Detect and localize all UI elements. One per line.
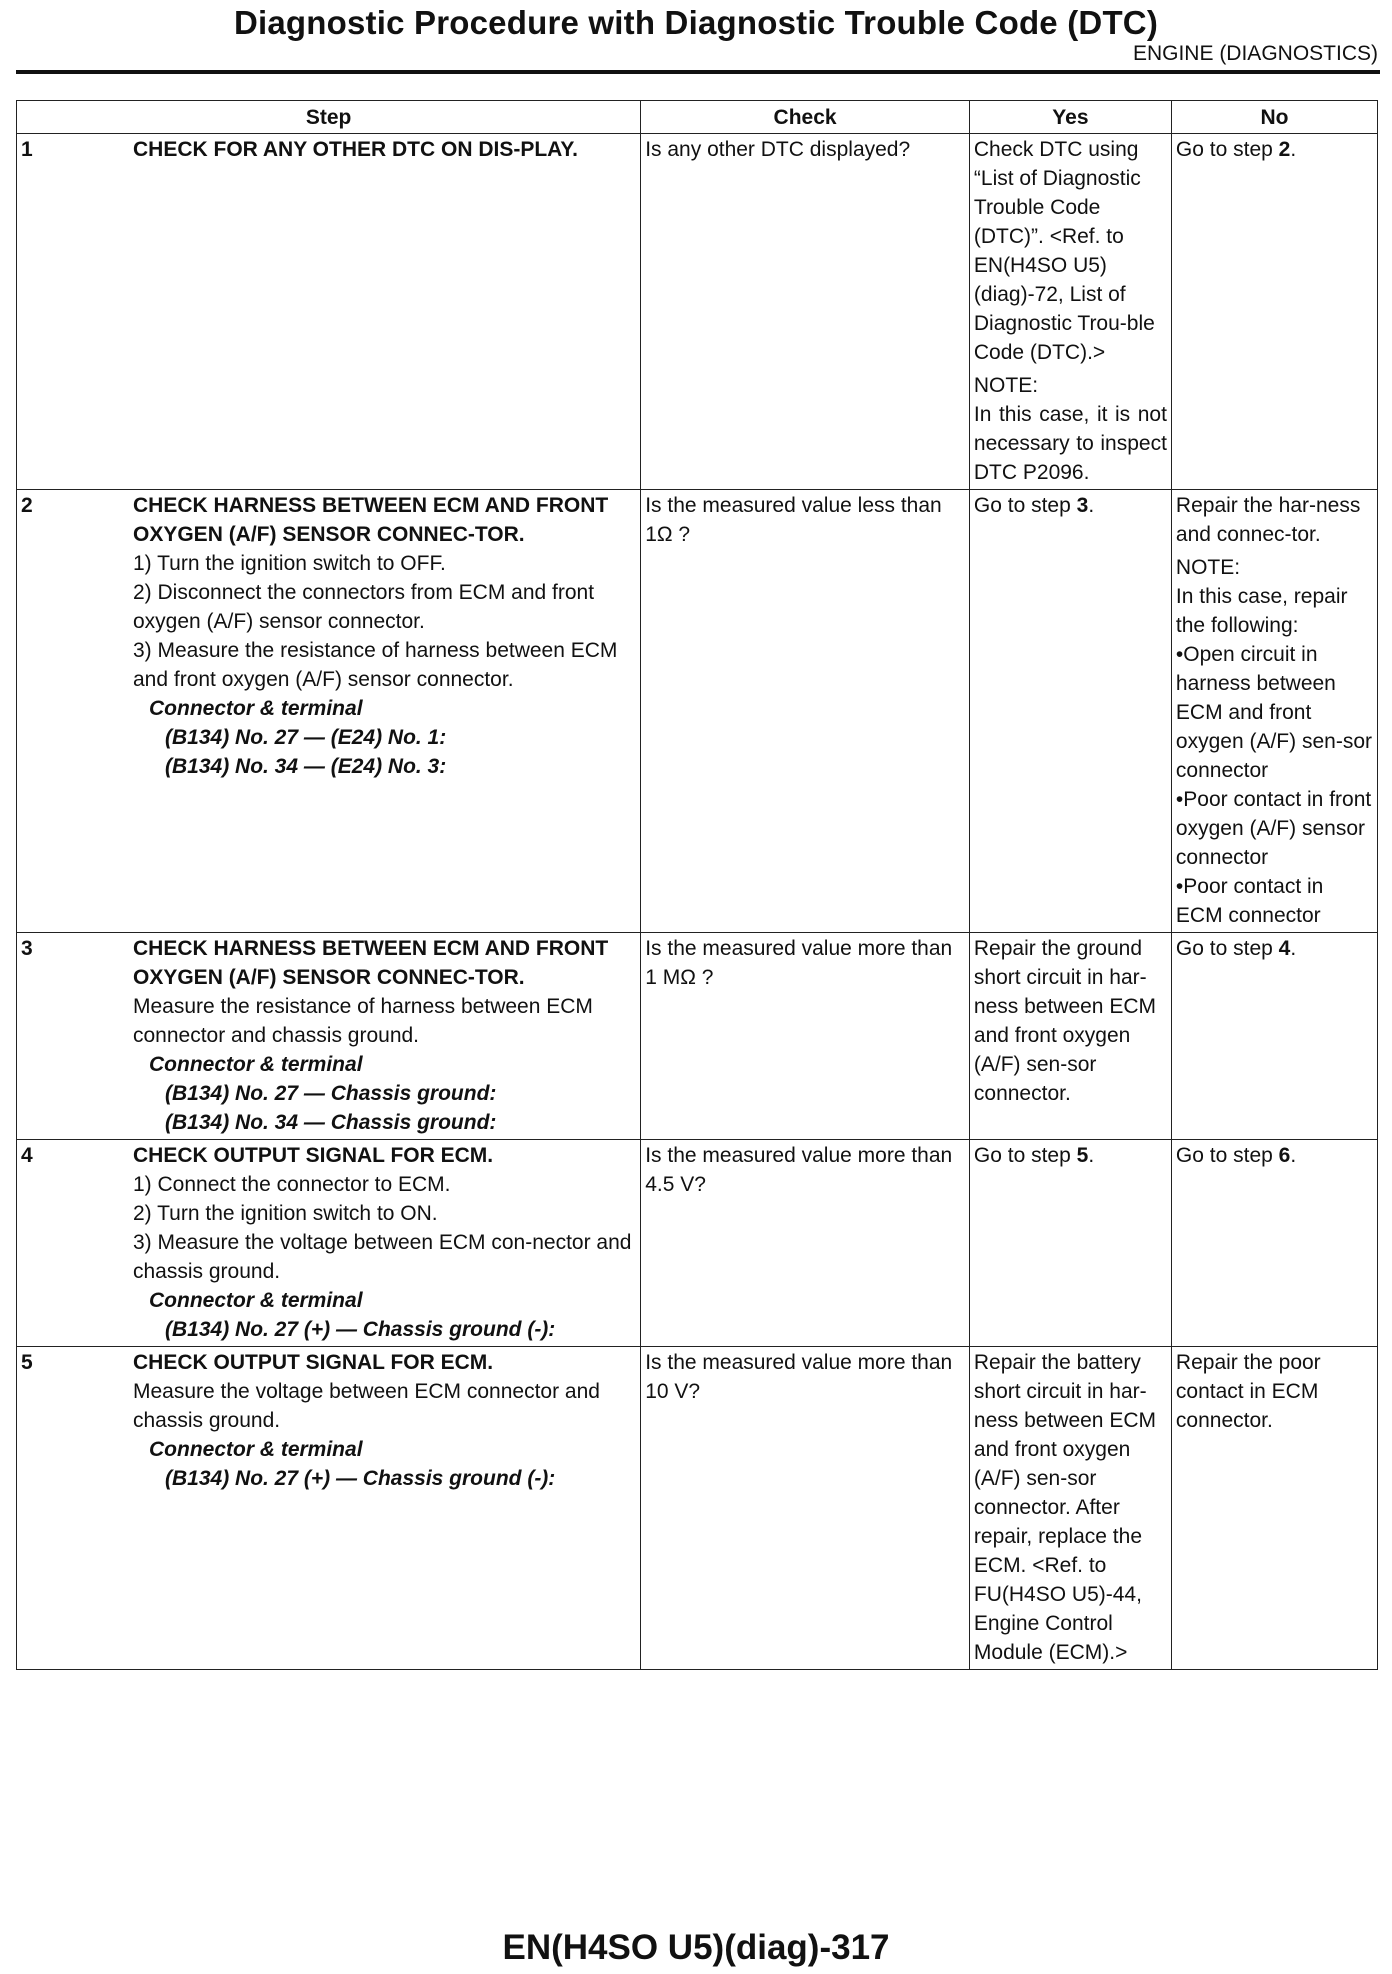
step-heading: CHECK OUTPUT SIGNAL FOR ECM.: [133, 1351, 494, 1374]
instruction-line: 3) Measure the resistance of harness between ECM and front oxygen (A/F) sensor connector.: [133, 639, 618, 691]
instruction-line: 2) Turn the ignition switch to ON.: [133, 1202, 438, 1225]
check-cell: Is the measured value more than 10 V?: [641, 1347, 970, 1670]
no-text-suffix: .: [1290, 1144, 1297, 1167]
section-label: ENGINE (DIAGNOSTICS): [1132, 42, 1378, 65]
step-heading: CHECK HARNESS BETWEEN ECM AND FRONT OXYGEN (A/F) SENSOR CONNEC-TOR.: [133, 494, 609, 546]
check-cell: Is the measured value more than 1 MΩ ?: [641, 933, 970, 1140]
note-text: In this case, it is not necessary to inspect DTC P2096.: [973, 403, 1167, 484]
header-rule: [16, 70, 1380, 74]
column-header-no: No: [1171, 101, 1377, 134]
no-text-prefix: Go to step: [1175, 1144, 1279, 1167]
step-number: 3: [21, 937, 33, 960]
yes-cell: [969, 490, 1171, 933]
connector-title: Connector & terminal: [149, 697, 363, 720]
check-cell: Is the measured value less than 1Ω ?: [641, 490, 970, 933]
step-reference: 2: [1278, 138, 1291, 161]
yes-cell: Repair the battery short circuit in har-ness between ECM and front oxygen (A/F) sen-sor connector. After repair, replace the ECM. <Ref. to FU(H4SO U5)-44, Engine Control Module (ECM).>: [969, 1347, 1171, 1670]
bullet-item: • Open circuit in harness between ECM and front oxygen (A/F) sen-sor connector: [1176, 640, 1373, 785]
step-cell: [17, 490, 641, 933]
instruction-line: 1) Turn the ignition switch to OFF.: [133, 552, 446, 575]
diagnostic-table: [16, 100, 1378, 1670]
connector-title: Connector & terminal: [149, 1438, 363, 1461]
step-number: 5: [21, 1351, 33, 1374]
step-cell: [17, 933, 641, 1140]
step-cell: [17, 134, 641, 490]
no-cell: Repair the poor contact in ECM connector.: [1171, 1347, 1377, 1670]
connector-item: (B134) No. 27 — (E24) No. 1:: [165, 726, 447, 749]
note-label: NOTE:: [1175, 556, 1241, 579]
no-cell: [1171, 134, 1377, 490]
step-heading: CHECK FOR ANY OTHER DTC ON DIS-PLAY.: [133, 138, 578, 161]
table-row: [17, 1140, 1378, 1347]
check-cell: Is any other DTC displayed?: [641, 134, 970, 490]
no-cell: [1171, 490, 1377, 933]
note-label: NOTE:: [973, 374, 1039, 397]
connector-item: (B134) No. 34 — (E24) No. 3:: [165, 755, 447, 778]
page-title: Diagnostic Procedure with Diagnostic Trouble Code (DTC): [233, 4, 1159, 41]
check-cell: Is the measured value more than 4.5 V?: [641, 1140, 970, 1347]
step-reference: 5: [1076, 1144, 1089, 1167]
instruction-line: 1) Connect the connector to ECM.: [133, 1173, 451, 1196]
no-text-suffix: .: [1290, 138, 1297, 161]
yes-cell: [969, 1140, 1171, 1347]
table-row: [17, 490, 1378, 933]
bullet-item: • Poor contact in ECM connector: [1176, 872, 1373, 930]
table-header-row: [17, 101, 1378, 134]
note-text: In this case, repair the following:: [1175, 585, 1348, 637]
connector-item: (B134) No. 34 — Chassis ground:: [165, 1111, 497, 1134]
column-header-step: Step: [17, 101, 641, 134]
step-reference: 4: [1278, 937, 1291, 960]
connector-item: (B134) No. 27 (+) — Chassis ground (-):: [165, 1467, 556, 1490]
table-row: [17, 1347, 1378, 1670]
yes-text-suffix: .: [1088, 1144, 1095, 1167]
page-number: EN(H4SO U5)(diag)-317: [502, 1928, 890, 1967]
no-text: Repair the har-ness and connec-tor.: [1175, 494, 1361, 546]
no-text-suffix: .: [1290, 937, 1297, 960]
yes-text: Check DTC using “List of Diagnostic Trouble Code (DTC)”. <Ref. to EN(H4SO U5)(diag)-72, List of Diagnostic Trou-ble Code (DTC).>: [973, 138, 1155, 364]
no-text-prefix: Go to step: [1175, 937, 1279, 960]
instruction-line: Measure the voltage between ECM connector and chassis ground.: [133, 1380, 600, 1432]
table-row: [17, 134, 1378, 490]
connector-title: Connector & terminal: [149, 1289, 363, 1312]
step-cell: [17, 1347, 641, 1670]
table-row: [17, 933, 1378, 1140]
no-cell: [1171, 933, 1377, 1140]
no-text-prefix: Go to step: [1175, 138, 1279, 161]
step-reference: 6: [1278, 1144, 1291, 1167]
instruction-line: Measure the resistance of harness between ECM connector and chassis ground.: [133, 995, 593, 1047]
yes-text-prefix: Go to step: [973, 1144, 1077, 1167]
step-number: 4: [21, 1144, 33, 1167]
bullet-item: • Poor contact in front oxygen (A/F) sensor connector: [1176, 785, 1373, 872]
step-cell: [17, 1140, 641, 1347]
yes-text-suffix: .: [1088, 494, 1095, 517]
yes-text-prefix: Go to step: [973, 494, 1077, 517]
column-header-yes: Yes: [969, 101, 1171, 134]
connector-title: Connector & terminal: [149, 1053, 363, 1076]
connector-item: (B134) No. 27 — Chassis ground:: [165, 1082, 497, 1105]
instruction-line: 2) Disconnect the connectors from ECM and front oxygen (A/F) sensor connector.: [133, 581, 595, 633]
yes-cell: Repair the ground short circuit in har-ness between ECM and front oxygen (A/F) sen-sor connector.: [969, 933, 1171, 1140]
step-reference: 3: [1076, 494, 1089, 517]
no-cell: [1171, 1140, 1377, 1347]
instruction-line: 3) Measure the voltage between ECM con-nector and chassis ground.: [133, 1231, 632, 1283]
yes-cell: [969, 134, 1171, 490]
step-number: 2: [21, 494, 33, 517]
step-number: 1: [21, 138, 33, 161]
column-header-check: Check: [641, 101, 970, 134]
connector-item: (B134) No. 27 (+) — Chassis ground (-):: [165, 1318, 556, 1341]
step-heading: CHECK OUTPUT SIGNAL FOR ECM.: [133, 1144, 494, 1167]
step-heading: CHECK HARNESS BETWEEN ECM AND FRONT OXYGEN (A/F) SENSOR CONNEC-TOR.: [133, 937, 609, 989]
